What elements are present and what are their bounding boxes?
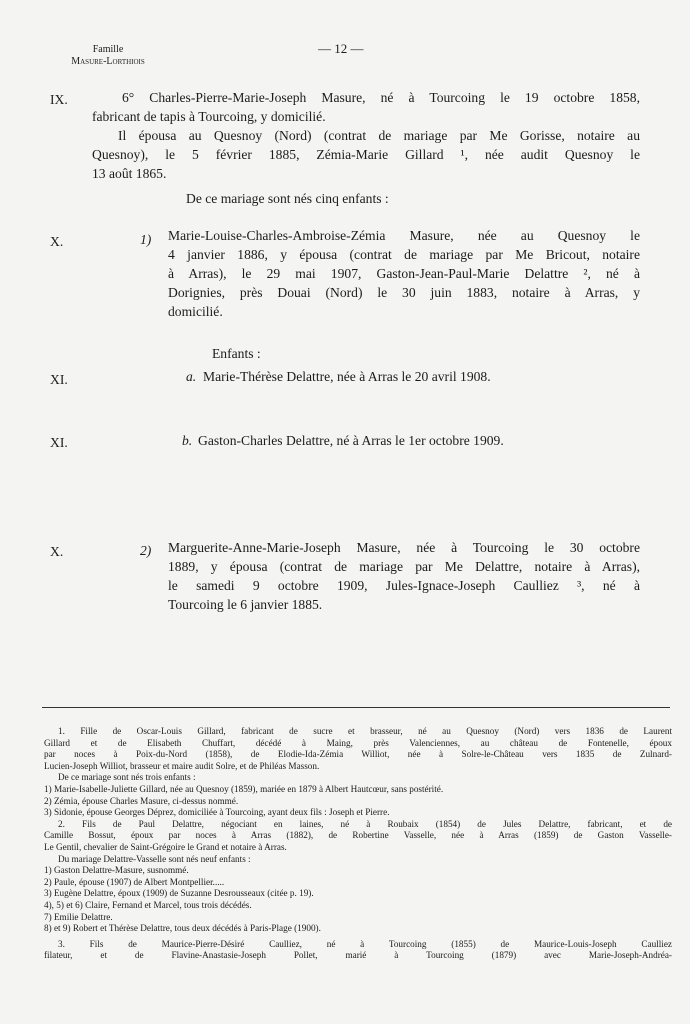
footnote-line: 3) Eugène Delattre, époux (1909) de Suzanne Desrousseaux (citée p. 19). — [44, 888, 314, 899]
entry-x2-line: Marguerite-Anne-Marie-Joseph Masure, née à Tourcoing le 30 octobre — [168, 540, 640, 555]
generation-numeral-ix: IX. — [50, 92, 68, 107]
footnote-line: 1) Marie-Isabelle-Juliette Gillard, née au Quesnoy (1859), mariée en 1879 à Albert Hautcœur, sans postérité. — [44, 783, 444, 794]
footnote-line: 3. Fils de Maurice-Pierre-Désiré Caulliez, né à Tourcoing (1855) de Maurice-Louis-Joseph Caulliez — [58, 938, 672, 949]
children-intro: De ce mariage sont nés cinq enfants : — [186, 191, 389, 206]
entry-x1-line: Dorignies, près Douai (Nord) le 30 juin 1883, notaire à Arras, y — [168, 285, 640, 300]
footnote-line: Du mariage Delattre-Vasselle sont nés neuf enfants : — [58, 853, 251, 864]
footnote-line: 8) et 9) Robert et Thérèse Delattre, tous deux décédés à Paris-Plage (1900). — [44, 923, 321, 934]
entry-x2-line: Tourcoing le 6 janvier 1885. — [168, 597, 323, 612]
entry-x1-line: 4 janvier 1886, y épousa (contrat de mariage par Me Bricout, notaire — [168, 247, 640, 262]
footnote-divider — [42, 707, 670, 708]
page-number: — 12 — — [318, 41, 364, 56]
grandchild-entry: Marie-Thérèse Delattre, née à Arras le 20 avril 1908. — [203, 369, 491, 384]
generation-numeral-x: X. — [50, 544, 64, 559]
footnote-line: Le Gentil, chevalier de Saint-Grégoire le Grand et notaire à Arras. — [44, 841, 287, 852]
grandchild-letter: b. — [182, 433, 193, 448]
footnote-line: 2) Zémia, épouse Charles Masure, ci-dessus nommé. — [44, 795, 239, 806]
footnotes — [44, 726, 672, 962]
entry-x2 — [168, 538, 640, 614]
entry-x1-line: domicilié. — [168, 304, 223, 319]
running-header — [58, 44, 158, 68]
entry-ix-line: fabricant de tapis à Tourcoing, y domicilié. — [92, 109, 326, 124]
header-family-label: Famille — [92, 44, 124, 55]
entry-x2-line: 1889, y épousa (contrat de mariage par Me Delattre, notaire à Arras), — [168, 559, 640, 574]
entry-x1-line: à Arras), le 29 mai 1907, Gaston-Jean-Paul-Marie Delattre ², né à — [168, 266, 640, 281]
entry-ix-line: Il épousa au Quesnoy (Nord) (contrat de mariage par Me Gorisse, notaire au — [118, 128, 640, 143]
footnote-line: filateur, et de Flavine-Anastasie-Joseph Pollet, marié à Tourcoing (1879) avec Marie-Joseph-Andréa- — [44, 950, 672, 961]
entry-ix-line: Quesnoy), le 5 février 1885, Zémia-Marie Gillard ¹, née audit Quesnoy le — [92, 147, 640, 162]
header-family-name: Masure-Lorthiois — [71, 56, 145, 67]
generation-numeral-x: X. — [50, 234, 64, 249]
entry-x1 — [168, 226, 640, 321]
child-number: 2) — [140, 543, 152, 558]
entry-x1-line: Marie-Louise-Charles-Ambroise-Zémia Masure, née au Quesnoy le — [168, 228, 640, 243]
grandchild-entry: Gaston-Charles Delattre, né à Arras le 1er octobre 1909. — [198, 433, 504, 448]
enfants-label: Enfants : — [212, 346, 261, 361]
footnote-line: 2. Fils de Paul Delattre, négociant en laines, né à Roubaix (1854) de Jules Delattre, fabricant, et de — [58, 818, 672, 829]
footnote-line: 4), 5) et 6) Claire, Fernand et Marcel, tous trois décédés. — [44, 899, 252, 910]
footnote-line: 7) Emilie Delattre. — [44, 911, 113, 922]
footnote-line: De ce mariage sont nés trois enfants : — [58, 772, 196, 783]
footnote-line: Gillard et de Elisabeth Chuffart, décédé à Maing, près Valenciennes, au château de Fontenelle, époux — [44, 737, 672, 748]
footnote-line: par noces à Poix-du-Nord (1858), de Elodie-Ida-Zémia Williot, née à Solre-le-Château vers 1835 de Zulnard- — [44, 749, 672, 760]
footnote-line: Lucien-Joseph Williot, brasseur et maire audit Solre, et de Philéas Masson. — [44, 760, 320, 771]
footnote-line: 1) Gaston Delattre-Masure, susnommé. — [44, 865, 189, 876]
grandchild-letter: a. — [186, 369, 197, 384]
entry-ix — [92, 88, 640, 183]
generation-numeral-xi: XI. — [50, 435, 68, 450]
entry-ix-line: 6° Charles-Pierre-Marie-Joseph Masure, né à Tourcoing le 19 octobre 1858, — [122, 90, 640, 105]
entry-ix-line: 13 août 1865. — [92, 166, 167, 181]
footnote-line: 2) Paule, épouse (1907) de Albert Montpellier..... — [44, 876, 225, 887]
generation-numeral-xi: XI. — [50, 372, 68, 387]
footnote-line: 1. Fille de Oscar-Louis Gillard, fabricant de sucre et brasseur, né au Quesnoy (Nord) vers 1836 de Laurent — [58, 726, 672, 736]
child-number: 1) — [140, 232, 152, 247]
entry-x2-line: le samedi 9 octobre 1909, Jules-Ignace-Joseph Caulliez ³, né à — [168, 578, 640, 593]
footnote-line: Camille Bossut, époux par noces à Arras (1882), de Robertine Vasselle, née à Arras (1859) de Gaston Vasselle- — [44, 830, 672, 841]
footnote-line: 3) Sidonie, épouse Georges Déprez, domiciliée à Tourcoing, ayant deux fils : Joseph et Pierre. — [44, 807, 390, 818]
